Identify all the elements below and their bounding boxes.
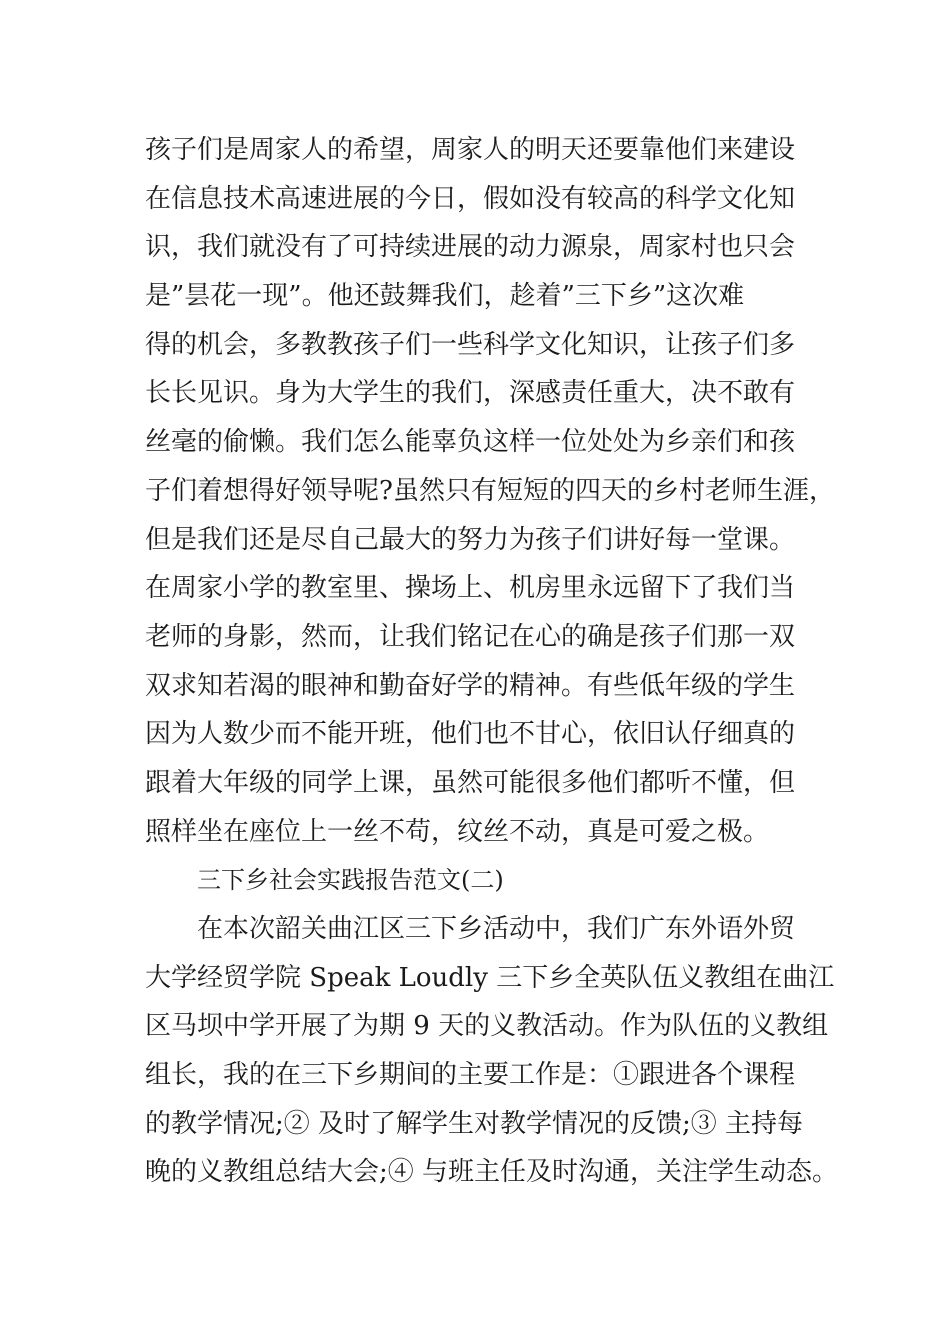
text-line: 在周家小学的教室里、操场上、机房里永远留下了我们当: [145, 573, 796, 604]
text-line: 大学经贸学院 Speak Loudly 三下乡全英队伍义教组在曲江: [145, 962, 835, 993]
text-line: 识，我们就没有了可持续进展的动力源泉，周家村也只会: [145, 232, 796, 263]
text-line: 在信息技术高速进展的今日，假如没有较高的科学文化知: [145, 183, 796, 214]
text-line: 因为人数少而不能开班，他们也不甘心，依旧认仔细真的: [145, 719, 796, 750]
text-line: 但是我们还是尽自己最大的努力为孩子们讲好每一堂课。: [145, 524, 796, 555]
text-line: 照样坐在座位上一丝不苟，纹丝不动，真是可爱之极。: [145, 816, 770, 847]
text-line: 区马坝中学开展了为期 9 天的义教活动。作为队伍的义教组: [145, 1011, 829, 1042]
paragraph-first-line: 在本次韶关曲江区三下乡活动中，我们广东外语外贸: [197, 914, 796, 944]
text-line: 的教学情况;② 及时了解学生对教学情况的反馈;③ 主持每: [145, 1108, 804, 1139]
text-line: 跟着大年级的同学上课，虽然可能很多他们都听不懂，但: [145, 767, 796, 798]
text-line: 丝毫的偷懒。我们怎么能辜负这样一位处处为乡亲们和孩: [145, 427, 796, 458]
section-heading: 三下乡社会实践报告范文(二): [197, 866, 504, 895]
text-line: 组长，我的在三下乡期间的主要工作是：①跟进各个课程: [145, 1060, 796, 1091]
text-line: 晚的义教组总结大会;④ 与班主任及时沟通，关注学生动态。: [145, 1157, 839, 1188]
document-body: [145, 126, 845, 1197]
text-line: 子们着想得好领导呢?虽然只有短短的四天的乡村老师生涯，: [145, 475, 835, 506]
text-line: 孩子们是周家人的希望，周家人的明天还要靠他们来建设: [145, 135, 796, 165]
text-line: 长长见识。身为大学生的我们，深感责任重大，决不敢有: [145, 378, 796, 409]
text-line: 得的机会，多教教孩子们一些科学文化知识，让孩子们多: [145, 329, 796, 360]
text-line: 是”昙花一现”。他还鼓舞我们，趁着”三下乡”这次难: [145, 281, 745, 312]
text-line: 双求知若渴的眼神和勤奋好学的精神。有些低年级的学生: [145, 670, 796, 701]
text-line: 老师的身影，然而，让我们铭记在心的确是孩子们那一双: [145, 621, 796, 652]
